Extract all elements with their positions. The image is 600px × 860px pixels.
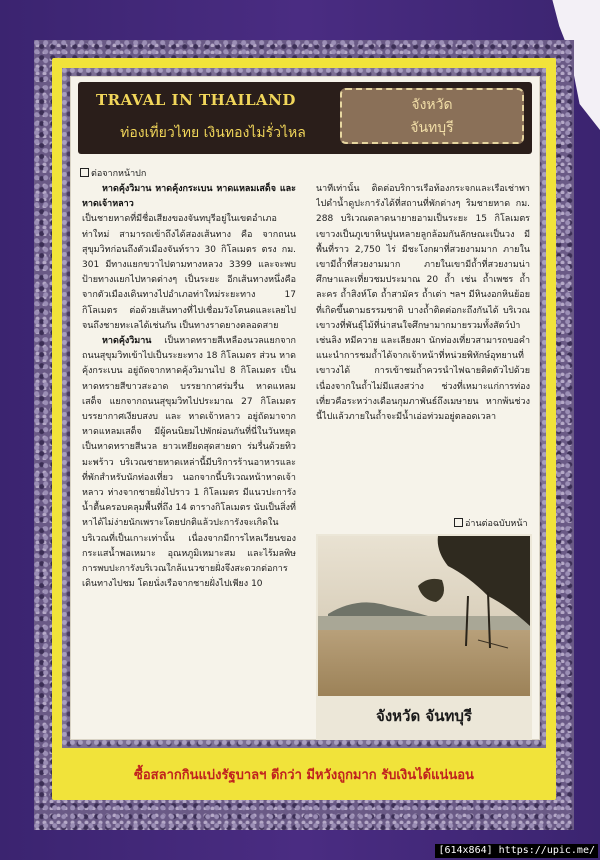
checkbox-icon (80, 168, 89, 177)
checkbox-icon (454, 518, 463, 527)
header-subtitle: ท่องเที่ยวไทย เงินทองไม่รั่วไหล (120, 125, 306, 141)
continue-next-note (454, 516, 528, 530)
article-column-left (82, 182, 296, 732)
beach-scene-icon (318, 536, 530, 696)
province-label: จังหวัด (411, 97, 453, 113)
image-credit: [614x864] https://upic.me/ (435, 844, 598, 858)
continue-next-text: อ่านต่อฉบับหน้า (465, 519, 528, 529)
province-name: จันทบุรี (410, 120, 454, 136)
article-paragraph: เป็นหาดทรายสีเหลืองนวลแยกจากถนนสุขุมวิทเข้าไปเป็นระยะทาง 18 กิโลเมตร ส่วน หาดคุ้งกระเบน อยู่ถัดจากหาดคุ้งวิมานไป 8 กิโลเมตร เป็นหาดทรายสีขาวสะอาด บรรยากาศร่มรื่น หาดแหลมเสด็จ แยกจากถนนสุขุมวิทไปประมาณ 27 กิโลเมตร บรรยากาศเงียบสงบ และ หาดเจ้าหลาว อยู่ถัดมาจากหาดแหลมเสด็จ มีผู้คนนิยมไปพักผ่อนกันที่นี่ในวันหยุดเป็นหาดทรายสีนวล ยาวเหยียดสุดสายตา ร่มรื่นด้วยทิวมะพร้าว บริเวณชายหาดเหล่านี้มีบริการร้านอาหารและที่พักสำหรับนักท่องเที่ยว นอกจากนี้บริเวณหน้าหาดเจ้าหลาว ห่างจากชายฝั่งไปราว 1 กิโลเมตร มีแนวปะการังน้ำตื้นครอบคลุมพื้นที่ถึง 14 ตารางกิโลเมตร นับเป็นสิ่งที่หาได้ไม่ง่ายนักเพราะโดยปกติแล้วปะการังจะเกิดในบริเวณที่เป็นเกาะเท่านั้น เนื่องจากมีการไหลเวียนของกระแสน้ำพอเหมาะ อุณหภูมิเหมาะสม และไร้มลพิษ การพบปะการังบริเวณใกล้แนวชายฝั่งจึงสะดวกต่อการเดินทางไปชม โดยนั่งเรือจากชายฝั่งไปเพียง 10 (82, 336, 296, 590)
header-title: TRAVAL IN THAILAND (96, 91, 296, 109)
photo-caption: จังหวัด จันทบุรี (376, 707, 472, 725)
beach-photo (318, 536, 530, 696)
article-paragraph: เป็นชายหาดที่มีชื่อเสียงของจันทบุรีอยู่ในเขตอำเภอท่าใหม่ สามารถเข้าถึงได้สองเส้นทาง คือ จากถนนสุขุมวิทก่อนถึงตัวเมืองจันท์ราว 30 กิโลเมตร ตรง กม. 301 มีทางแยกขวาไปตามทางหลวง 3399 และจะพบป้ายทางแยกไปหาดต่างๆ เป็นระยะ อีกเส้นทางหนึ่งคือจากตัวเมืองเดินทางไปอำเภอท่าใหม่ระยะทาง 17 กิโลเมตร ต่อด้วยเส้นทางที่ไปเชื่อมวังโตนดและเลยไปจนถึงชายทะเลได้เช่นกัน เป็นทางราดยางตลอดสาย (82, 214, 296, 331)
article-paragraph: นาทีเท่านั้น ติดต่อบริการเรือท้องกระจกและเรือเช่าพาไปดำน้ำดูปะการังได้ที่สถานที่พักต่างๆ ริมชายหาด กม. 288 บริเวณตลาดนายายอามเป็นระยะ 15 กิโลเมตร เขาวงเป็นภูเขาหินปูนหลายลูกล้อมกันลักษณะเป็นวง มีพื้นที่ราว 2,750 ไร่ มีชะโงกผาที่สวยงามมาก ภายในเขามีถ้ำที่สวยงามมาก ภายในเขามีถ้ำที่สวยงามน่าศึกษาและเที่ยวชมประมาณ 20 ถ้ำ เช่น ถ้ำเพชร ถ้ำละคร ถ้ำสิงห์โต ถ้ำสามัคร ถ้ำเต่า ฯลฯ มีหินงอกหินย้อยที่เกิดขึ้นตามธรรมชาติ บางถ้ำติดต่อกะถึงกันได้ บริเวณเขาวงที่พันธุ์ไม้ที่น่าสนใจศึกษามากมายรวมทั้งสัตว์ป่า เช่นลิง หมีควาย และเลียงผา นักท่องเที่ยวสามารถขอคำแนะนำการชมถ้ำได้จากเจ้าหน้าที่หน่วยพิทักษ์อุทยานที่เขาวงได้ การเข้าชมถ้ำควรนำไฟฉายติดตัวไปด้วยเนื่องจากในถ้ำไม่มีแสงสว่าง ช่วงที่เหมาะแก่การท่องเที่ยวคือระหว่างเดือนกุมภาพันธ์ถึงเมษายน หากพ้นช่วงนี้ไปแล้วภายในถ้ำจะมีน้ำเอ่อท่วมอยู่ตลอดเวลา (316, 184, 530, 423)
footer-slogan: ซื้อสลากกินแบ่งรัฐบาลฯ ดีกว่า มีหวังถูกมาก รับเงินได้แน่นอน (134, 768, 474, 783)
article-subheading: หาดคุ้งวิมาน (102, 336, 152, 347)
province-box (340, 88, 524, 144)
article-heading: หาดคุ้งวิมาน หาดคุ้งกระเบน หาดแหลมเสด็จ และหาดเจ้าหลาว (82, 184, 296, 210)
continued-from-text: ต่อจากหน้าปก (91, 169, 147, 179)
continued-from-note (80, 166, 146, 180)
article-column-right (316, 182, 530, 527)
